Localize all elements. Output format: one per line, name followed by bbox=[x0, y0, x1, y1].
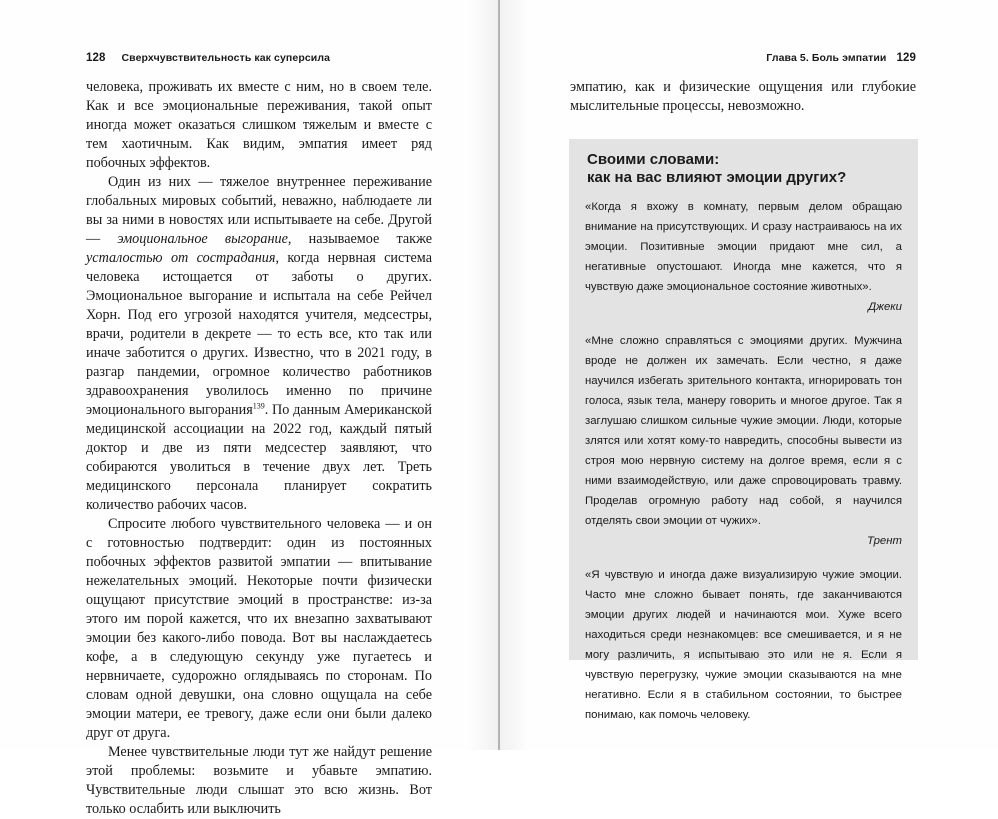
page-number-left: 128 bbox=[86, 52, 106, 64]
spacer bbox=[585, 317, 902, 331]
left-body-text bbox=[86, 78, 432, 819]
right-body-text bbox=[570, 78, 916, 116]
sidebar-title-line: Своими словами: bbox=[587, 151, 720, 168]
sidebar-title-line: как на вас влияют эмоции других? bbox=[587, 169, 847, 186]
running-title-left: Сверхчувствительность как суперсила bbox=[121, 52, 331, 64]
left-page bbox=[0, 0, 498, 817]
text-run: , когда нервная система человека истощается от заботы о других. Эмоциональное выгорание и испытала на себе Рейчел Хорн. Под его угрозой находятся учителя, медсестры, врачи, родители в декрете — то есть все, кто так или иначе заботится о других. Известно, что в 2021 году, в разгар пандемии, огромное количество работников здравоохранения уволилось именно по причине эмоционального выгорания bbox=[86, 250, 432, 418]
running-head-left bbox=[86, 52, 330, 64]
quote-text: «Когда я вхожу в комнату, первым делом обращаю внимание на присутствующих. И сразу настраиваюсь на их эмоции. Позитивные эмоции придают мне сил, а негативные опустошают. Иногда мне кажется, что я чувствую даже эмоциональное состояние животных». bbox=[585, 201, 902, 293]
paragraph bbox=[86, 173, 432, 515]
sidebar-title bbox=[587, 151, 902, 187]
paragraph: Спросите любого чувствительного человека — и он с готовностью подтвердит: один из постоянных побочных эффектов развитой эмпатии — впитывание нежелательных эмоций. Некоторые почти физически ощущают присутствие эмоций в пространстве: из-за этого им порой кажется, что их внезапно захватывают эмоции без какого-либо повода. Вот вы наслаждаетесь кофе, а в следующую секунду уже пугаетесь и нервничаете, судорожно оглядываясь по сторонам. По словам одной девушки, она словно ощущала на себе эмоции матери, ее тревогу, даже если они были далеко друг от друга. bbox=[86, 516, 432, 741]
italic-term: эмоциональное выгорание bbox=[117, 231, 288, 247]
running-title-right: Глава 5. Боль эмпатии bbox=[766, 52, 887, 64]
text-run: . По данным Американской медицинской ассоциации на 2022 год, каждый пятый доктор и две из пяти медсестер заявляют, что собираются уволиться в течение двух лет. Треть медицинского персонала планирует сократить количество рабочих часов. bbox=[86, 402, 432, 513]
paragraph: человека, проживать их вместе с ним, но в своем теле. Как и все эмоциональные переживания, такой опыт иногда может оказаться слишком тяжелым и вместе с тем хаотичным. Как видим, эмпатия имеет ряд побочных эффектов. bbox=[86, 79, 432, 171]
quote-text: «Я чувствую и иногда даже визуализирую чужие эмоции. Часто мне сложно бывает понять, где заканчиваются эмоции других людей и начинаются мои. Хуже всего находиться среди незнакомцев: все смешивается, и я не могу различить, я испытываю это или не я. Если я чувствую перегрузку, чужие эмоции сказываются на мне негативно. Если я в стабильном состоянии, то быстрее понимаю, как помочь человеку. bbox=[585, 569, 902, 721]
quote-author: Джеки bbox=[868, 301, 902, 313]
page-number-right: 129 bbox=[896, 52, 916, 64]
text-run: Один из них — тяжелое внутреннее переживание глобальных мировых событий, неважно, наблюдаете ли вы за ними в новостях или испытываете на себе. Другой — bbox=[86, 174, 432, 247]
quote-author: Трент bbox=[866, 535, 902, 547]
italic-term: усталостью от сострадания bbox=[86, 250, 276, 266]
paragraph: эмпатию, как и физические ощущения или глубокие мыслительные процессы, невозможно. bbox=[570, 79, 916, 114]
spacer bbox=[585, 551, 902, 565]
page-gutter-shadow bbox=[468, 0, 498, 750]
sidebar-box bbox=[569, 139, 918, 721]
footnote-ref[interactable]: 139 bbox=[252, 401, 265, 411]
paragraph: Менее чувствительные люди тут же найдут решение этой проблемы: возьмите и убавьте эмпатию. Чувствительные люди слышат это всю жизнь. Вот только ослабить или выключить bbox=[86, 744, 432, 817]
page-gutter-shadow bbox=[500, 0, 530, 750]
quote-text: «Мне сложно справляться с эмоциями других. Мужчина вроде не должен их замечать. Если честно, я даже научился избегать зрительного контакта, игнорировать тон голоса, язык тела, манеру говорить и многое другое. Так я заглушаю слишком сильные чужие эмоции. Люди, которые злятся или хотят кому-то навредить, способны вывести из строя мою нервную систему на долгое время, если я с ними взаимодействую, или даже спровоцировать травму. Проделав огромную работу над собой, я научился отделять свои эмоции от чужих». bbox=[585, 335, 902, 527]
running-head-right bbox=[766, 52, 916, 64]
right-page bbox=[500, 0, 998, 750]
text-run: , называемое также bbox=[287, 231, 432, 247]
